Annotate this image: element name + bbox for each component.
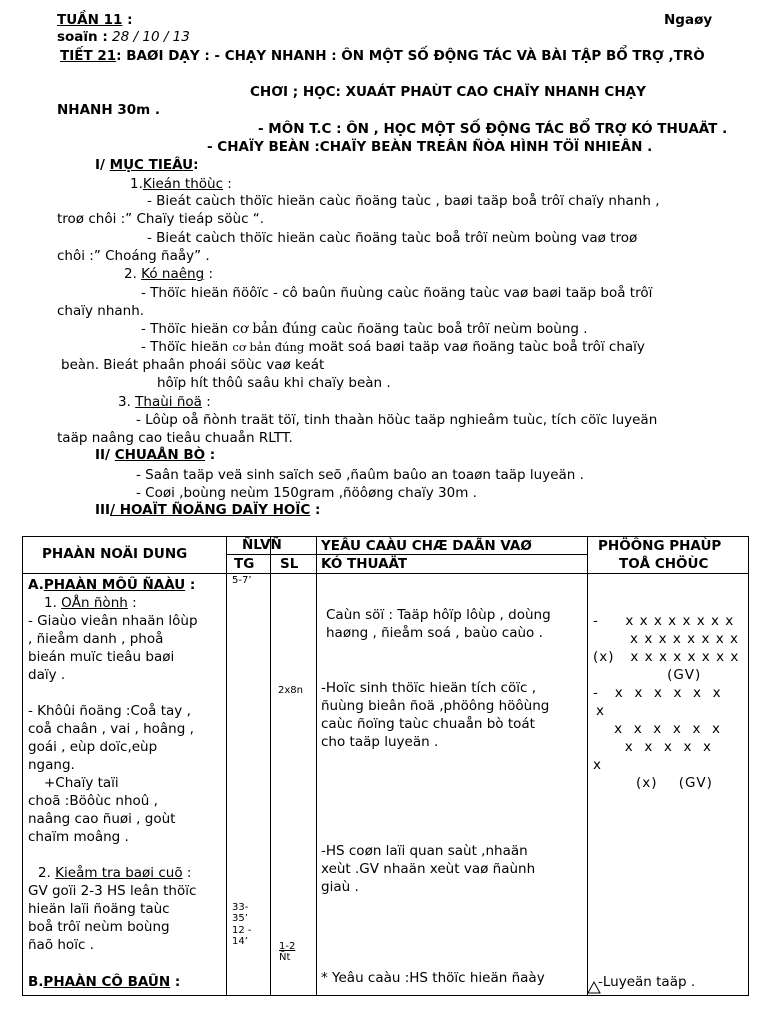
content-line: goái , eùp doïc,eùp — [28, 739, 158, 755]
formation-row: x x x x x x — [593, 721, 722, 737]
header-content: PHAÀN NOÄI DUNG — [42, 546, 188, 562]
review-heading: 2. Kieåm tra baøi cuõ : — [38, 865, 192, 881]
activities-heading: III/ HOAÏT ÑOÄNG DAÏY HOÏC : — [95, 502, 321, 518]
content-line: - Giaùo vieân nhaän lôùp — [28, 613, 198, 629]
header-load: ÑLVÑ — [242, 537, 282, 553]
lesson-activity-table — [22, 536, 749, 996]
repetition-value: 1-2 — [279, 941, 296, 952]
compose-date: 28 / 10 / 13 — [107, 29, 190, 45]
attitude-item-1: - Lôùp oå ñònh traät töï, tinh thaàn höùc taäp nghieâm tuùc, tích cöïc luyeän — [136, 412, 658, 428]
header-requirements-2: KÓ THUAÄT — [321, 556, 408, 572]
requirement-line: -HS coøn laïi quan saùt ,nhaän — [321, 843, 528, 859]
header-tg: TG — [234, 556, 255, 572]
compose-line: soaïn : 28 / 10 / 13 — [57, 29, 190, 45]
content-line: , ñieåm danh , phoå — [28, 631, 164, 647]
requirement-line: cho taäp luyeän . — [321, 734, 439, 750]
knowledge-item-1: - Bieát caùch thöïc hieän caùc ñoäng taùc , baøi taäp boå trôï chaïy nhanh , — [147, 193, 660, 209]
time-value: 14’ — [232, 936, 248, 947]
objectives-heading: I/ MỤC TIEÂU: — [95, 157, 199, 173]
preparation-item-2: - Coøi ,boùng neùm 150gram ,ñöôøng chaïy 30m . — [136, 485, 477, 501]
table-border-right — [748, 536, 749, 996]
requirement-line: giaù . — [321, 879, 359, 895]
formation-row: (GV) — [593, 667, 702, 683]
requirement-line: caùc ñoïng taùc chuaån bò toát — [321, 716, 535, 732]
table-header-bottom — [22, 573, 749, 574]
content-line: boå trôï neùm boùng — [28, 919, 170, 935]
time-value: 12 - — [232, 925, 252, 936]
repetition-value: 2x8n — [278, 685, 303, 696]
formation-row: x x x x x x x x — [593, 631, 739, 647]
content-line: naâng cao ñuøi , goùt — [28, 811, 176, 827]
content-line: +Chaïy taïi — [44, 775, 119, 791]
header-method-2: TOÅ CHÖÙC — [619, 556, 709, 572]
content-line: ngang. — [28, 757, 75, 773]
preparation-heading: II/ CHUAÅN BÒ : — [95, 447, 216, 463]
method-line: -Luyeän taäp . — [598, 974, 696, 990]
skill-item-3-cont-2: hôïp hít thôû saâu khi chaïy beàn . — [157, 375, 391, 391]
knowledge-item-1-cont: troø chôi :” Chaïy tieáp söùc “. — [57, 211, 265, 227]
formation-row: (x) x x x x x x x x — [593, 649, 740, 665]
requirement-line: * Yeâu caàu :HS thöïc hieän ñaày — [321, 970, 545, 986]
subject-line-2: - CHAÏY BEÀN :CHAÏY BEÀN TREÂN ÑÒA HÌNH TÖÏ NHIEÂN . — [207, 139, 653, 155]
lesson-number: TIẾT 21 — [60, 48, 117, 64]
content-line: GV goïi 2-3 HS leân thöïc — [28, 883, 197, 899]
content-line: coå chaân , vai , hoâng , — [28, 721, 194, 737]
content-line: hieän laïi ñoäng taùc — [28, 901, 170, 917]
content-line: daïy . — [28, 667, 66, 683]
requirement-line: Caùn söï : Taäp hôïp lôùp , doùng — [326, 607, 551, 623]
week-line: TUẦN 11 : — [57, 12, 133, 28]
content-line: choã :Böôùc nhoû , — [28, 793, 158, 809]
formation-row: (x) (GV) — [636, 775, 713, 791]
attitude-item-1-cont: taäp naâng cao tieâu chuaån RLTT. — [57, 430, 293, 446]
table-divider-tg — [270, 536, 271, 996]
requirement-line: -Hoïc sinh thöïc hieän tích cöïc , — [321, 680, 536, 696]
lesson-title: TIẾT 21: BAØI DẠY : - CHẠY NHANH : ÔN MỘT SỐ ĐỘNG TÁC VÀ BÀI TẬP BỔ TRỢ ,TRÒ — [60, 48, 705, 64]
skill-heading: 2. Kó naêng : — [124, 266, 214, 282]
skill-item-3: - Thöïc hieän cơ bản đúng moät soá baøi taäp vaø ñoäng taùc boå trôï chaïy — [141, 339, 645, 355]
skill-item-1-cont: chaïy nhanh. — [57, 303, 145, 319]
formation-row: x x x x x — [593, 739, 713, 755]
content-line: bieán muïc tieâu baøi — [28, 649, 175, 665]
requirement-line: xeùt .GV nhaän xeùt vaø ñaùnh — [321, 861, 536, 877]
table-divider-sl — [316, 536, 317, 996]
week-label: TUẦN 11 — [57, 12, 123, 28]
header-requirements-1: YEÂU CAÀU CHÆ DAÃN VAØ — [321, 538, 532, 554]
knowledge-item-2: - Bieát caùch thöïc hieän caùc ñoäng taùc boå trôï neùm boùng vaø troø — [147, 230, 638, 246]
knowledge-heading: 1.Kieán thöùc : — [130, 176, 232, 192]
formation-row: x — [596, 703, 605, 719]
formation-row: - x x x x x x — [593, 685, 722, 701]
day-label: Ngaøy — [664, 12, 713, 28]
stabilize-heading: 1. OÅn ñònh : — [44, 595, 137, 611]
requirement-line: ñuùng bieân ñoä ,phöông höôùng — [321, 698, 550, 714]
table-border-bottom — [22, 995, 749, 996]
time-value: 33- — [232, 902, 249, 913]
lesson-title-line2: CHƠI ; HỌC: XUAÁT PHAÙT CAO CHAÏY NHANH CHẠY — [250, 84, 646, 100]
table-border-left — [22, 536, 23, 996]
subject-line: - MÔN T.C : ÔN , HỌC MỘT SỐ ĐỘNG TÁC BỔ TRỢ KÓ THUAÄT . — [258, 121, 728, 137]
skill-item-1: - Thöïc hieän ñöôïc - cô baûn ñuùng caùc ñoäng taùc vaø baøi taäp boå trôï — [141, 285, 653, 301]
table-divider-content — [226, 536, 227, 996]
formation-row: - x x x x x x x x — [593, 613, 735, 629]
time-value: 5-7’ — [232, 575, 252, 586]
requirement-line: haøng , ñieåm soá , baùo caùo . — [326, 625, 543, 641]
repetition-value: Ñt — [279, 952, 291, 963]
knowledge-item-2-cont: chôi :” Choáng ñaåy” . — [57, 248, 210, 264]
formation-row: x — [593, 757, 602, 773]
header-sl: SL — [280, 556, 299, 572]
content-line: - Khôûi ñoäng :Coå tay , — [28, 703, 191, 719]
section-b-heading: B.PHAÀN CÔ BAÛN : — [28, 974, 181, 990]
section-a-heading: A.PHAÀN MÔÛ ÑAÀU : — [28, 577, 196, 593]
table-divider-req — [587, 536, 588, 996]
time-value: 35’ — [232, 913, 248, 924]
header-method-1: PHÖÔNG PHAÙP — [598, 538, 722, 554]
preparation-item-1: - Saân taäp veä sinh saïch seõ ,ñaûm baûo an toaøn taäp luyeän . — [136, 467, 584, 483]
skill-item-3-cont: beàn. Bieát phaân phoái söùc vaø keát — [61, 357, 325, 373]
skill-item-2: - Thöïc hieän cơ bản đúng caùc ñoäng taùc boå trôï neùm boùng . — [141, 321, 588, 337]
attitude-heading: 3. Thaùi ñoä : — [118, 394, 211, 410]
content-line: chaïm moâng . — [28, 829, 129, 845]
lesson-title-line3: NHANH 30m . — [57, 102, 161, 118]
content-line: ñaõ hoïc . — [28, 937, 94, 953]
